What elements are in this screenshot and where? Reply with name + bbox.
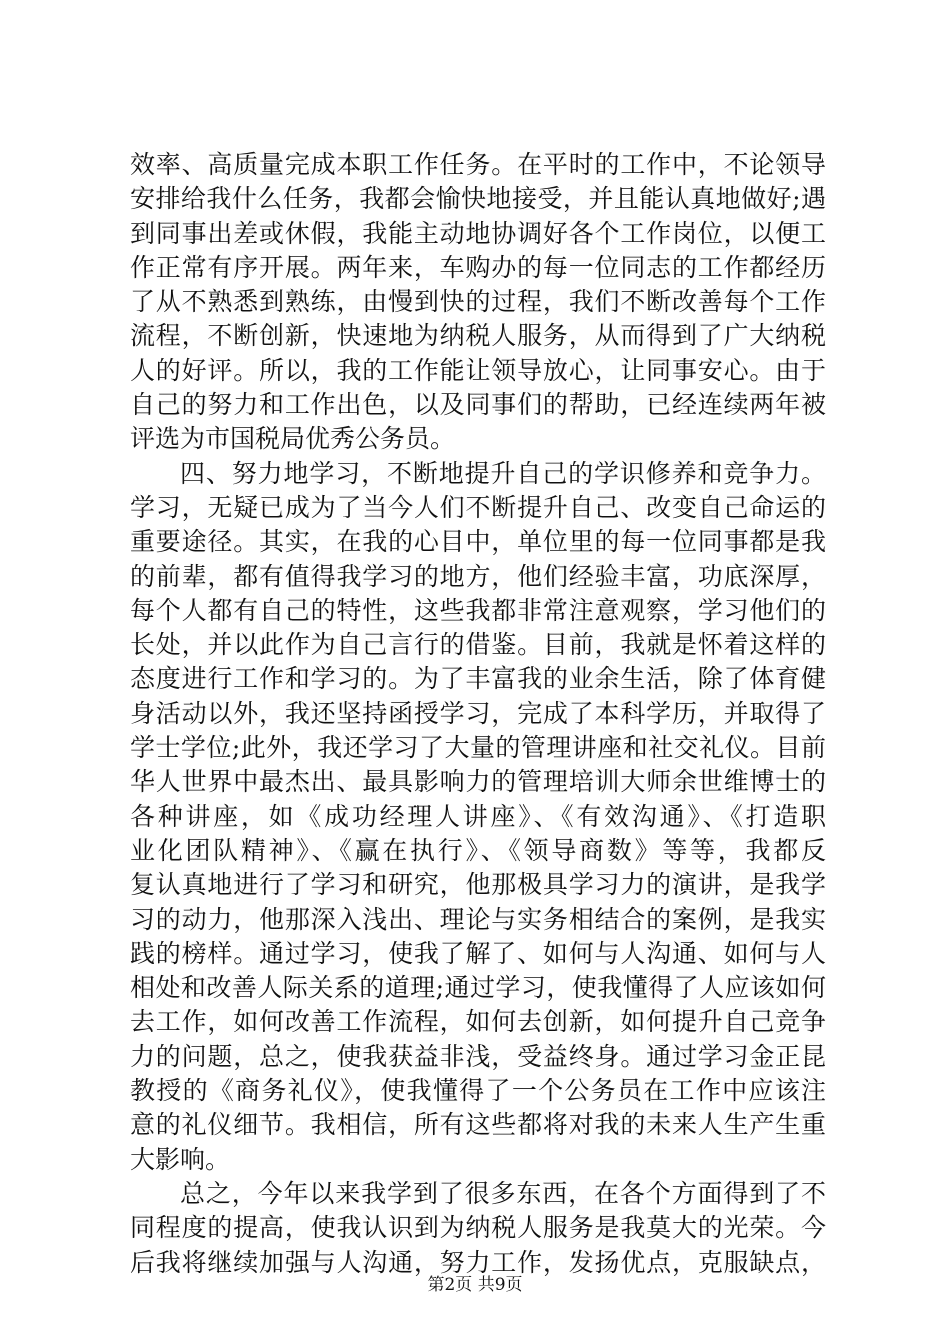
text-line: 华人世界中最杰出、最具影响力的管理培训大师余世维博士的 (130, 767, 826, 797)
text-line: 身活动以外，我还坚持函授学习，完成了本科学历，并取得了 (130, 698, 826, 728)
text-line: 力的问题，总之，使我获益非浅，受益终身。通过学习金正昆 (130, 1041, 826, 1071)
text-line: 重要途径。其实，在我的心目中，单位里的每一位同事都是我 (130, 527, 826, 557)
page-footer: 第2页 共9页 (427, 1275, 523, 1295)
text-line: 了从不熟悉到熟练，由慢到快的过程，我们不断改善每个工作 (130, 287, 826, 317)
text-line: 态度进行工作和学习的。为了丰富我的业余生活，除了体育健 (130, 664, 826, 694)
text-line: 自己的努力和工作出色，以及同事们的帮助，已经连续两年被 (130, 390, 826, 420)
text-line: 每个人都有自己的特性，这些我都非常注意观察，学习他们的 (130, 595, 826, 625)
text-line: 各种讲座，如《成功经理人讲座》、《有效沟通》、《打造职 (130, 801, 826, 831)
text-line: 相处和改善人际关系的道理;通过学习，使我懂得了人应该如何 (130, 973, 826, 1003)
text-line: 同程度的提高，使我认识到为纳税人服务是我莫大的光荣。今 (130, 1213, 826, 1243)
text-line: 效率、高质量完成本职工作任务。在平时的工作中，不论领导 (130, 150, 826, 179)
text-line: 后我将继续加强与人沟通，努力工作，发扬优点，克服缺点， (130, 1247, 826, 1277)
text-line: 安排给我什么任务，我都会愉快地接受，并且能认真地做好;遇 (130, 184, 826, 214)
text-line: 的前辈，都有值得我学习的地方，他们经验丰富，功底深厚， (130, 561, 826, 591)
text-line: 长处，并以此作为自己言行的借鉴。目前，我就是怀着这样的 (130, 630, 826, 660)
text-line: 学习，无疑已成为了当今人们不断提升自己、改变自己命运的 (130, 492, 826, 522)
text-line: 业化团队精神》、《赢在执行》、《领导商数》等等，我都反 (130, 835, 826, 865)
document-body (130, 148, 826, 1280)
text-line: 总之，今年以来我学到了很多东西，在各个方面得到了不 (180, 1178, 826, 1208)
text-line: 复认真地进行了学习和研究，他那极具学习力的演讲，是我学 (130, 870, 826, 900)
text-line: 流程，不断创新，快速地为纳税人服务，从而得到了广大纳税 (130, 321, 826, 351)
text-line: 去工作，如何改善工作流程，如何去创新，如何提升自己竞争 (130, 1007, 826, 1037)
text-line: 大影响。 (130, 1144, 231, 1174)
text-line: 学士学位;此外，我还学习了大量的管理讲座和社交礼仪。目前 (130, 733, 826, 763)
text-line: 评选为市国税局优秀公务员。 (130, 424, 456, 454)
text-line: 到同事出差或休假，我能主动地协调好各个工作岗位，以便工 (130, 218, 826, 248)
text-line: 意的礼仪细节。我相信，所有这些都将对我的未来人生产生重 (130, 1110, 826, 1140)
text-line: 作正常有序开展。两年来，车购办的每一位同志的工作都经历 (130, 252, 826, 282)
text-line: 习的动力，他那深入浅出、理论与实务相结合的案例，是我实 (130, 904, 826, 934)
text-line: 教授的《商务礼仪》，使我懂得了一个公务员在工作中应该注 (130, 1076, 826, 1106)
text-line: 人的好评。所以，我的工作能让领导放心，让同事安心。由于 (130, 355, 826, 385)
text-line: 践的榜样。通过学习，使我了解了、如何与人沟通、如何与人 (130, 938, 826, 968)
text-line: 四、努力地学习，不断地提升自己的学识修养和竞争力。 (180, 458, 826, 488)
